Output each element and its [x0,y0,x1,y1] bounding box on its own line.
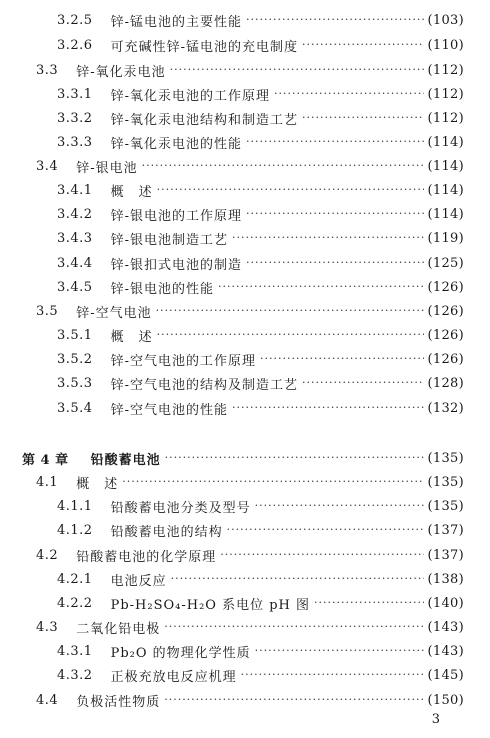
entry-page: (135) [427,498,464,514]
toc-entry [0,470,490,494]
entry-page: (137) [427,547,464,563]
entry-number: 3.5.1 [57,327,93,343]
entry-page: (140) [427,595,464,611]
toc-entry [0,130,490,154]
dot-leader [165,446,424,470]
entry-page: (138) [427,571,464,587]
entry-title: 概 述 [110,184,153,200]
toc-entry [0,591,490,615]
toc-entry [0,202,490,226]
entry-page: (112) [427,110,464,126]
entry-number: 4.2.1 [57,571,93,587]
toc-entry [0,371,490,395]
entry-number: 3.3.3 [57,134,93,150]
dot-leader [302,371,424,395]
toc-entry [0,58,490,82]
entry-number: 3.5.3 [57,375,93,391]
entry-number: 3.5.4 [57,400,93,416]
entry-page: (126) [427,351,464,367]
dot-leader [227,518,424,542]
toc-entry [0,226,490,250]
entry-page: (112) [427,62,464,78]
toc-entry [0,688,490,712]
dot-leader [246,130,424,154]
entry-title: 锌-银电池的工作原理 [110,208,242,224]
toc-entry [0,275,490,299]
entry-page: (143) [427,619,464,635]
toc-entry [0,178,490,202]
toc-entry [0,396,490,420]
chapter-title: 铅酸蓄电池 [90,452,161,468]
entry-title: 锌-氧化汞电池 [76,64,166,80]
entry-number: 3.5 [36,303,59,319]
dot-leader [302,106,424,130]
entry-page: (110) [427,37,464,53]
entry-number: 3.4.4 [57,255,93,271]
entry-number: 3.4.3 [57,230,93,246]
toc-entry [0,543,490,567]
entry-page: (128) [427,375,464,391]
dot-leader [218,275,424,299]
entry-title: 铅酸蓄电池的化学原理 [76,549,217,565]
entry-title: 可充碱性锌-锰电池的充电制度 [110,39,298,55]
dot-leader [274,82,424,106]
entry-page: (112) [427,86,464,102]
page-number: 3 [431,712,440,727]
dot-leader [170,58,424,82]
dot-leader [314,591,424,615]
entry-title: 正极充放电反应机理 [110,669,237,685]
entry-number: 3.3.2 [57,110,93,126]
entry-page: (114) [427,182,464,198]
toc-entry [0,82,490,106]
dot-leader [246,251,424,275]
entry-page: (145) [427,667,464,683]
entry-number: 3.4.2 [57,206,93,222]
dot-leader [246,8,424,32]
dot-leader [171,567,424,591]
toc-entry [0,323,490,347]
entry-number: 4.1 [36,474,59,490]
entry-page: (137) [427,522,464,538]
entry-title: 锌-银扣式电池的制造 [110,257,242,273]
dot-leader [255,639,424,663]
toc-entry [0,347,490,371]
entry-number: 4.3.1 [57,643,93,659]
dot-leader [164,615,423,639]
entry-page: (125) [427,255,464,271]
toc-entry [0,8,490,32]
dot-leader [255,494,424,518]
dot-leader [246,202,424,226]
entry-number: 3.4.5 [57,279,93,295]
entry-number: 3.4.1 [57,182,93,198]
entry-page: (135) [427,450,464,466]
entry-number: 4.3 [36,619,59,635]
entry-title: 锌-空气电池的结构及制造工艺 [110,377,298,393]
toc-entry [0,567,490,591]
entry-title: 铅酸蓄电池的结构 [110,524,223,540]
entry-number: 4.2 [36,547,59,563]
entry-title: 锌-氧化汞电池的性能 [110,136,242,152]
entry-title: 概 述 [76,476,119,492]
dot-leader [302,33,424,57]
entry-number: 4.1.2 [57,522,93,538]
entry-page: (135) [427,474,464,490]
toc-entry [0,518,490,542]
dot-leader [241,663,424,687]
entry-title: 锌-银电池制造工艺 [110,232,228,248]
dot-leader [157,323,424,347]
dot-leader [220,543,423,567]
dot-leader [156,299,424,323]
entry-title: 锌-锰电池的主要性能 [110,14,242,30]
toc-entry [0,251,490,275]
toc-entry [0,639,490,663]
entry-number: 3.5.2 [57,351,93,367]
entry-number: 3.4 [36,158,59,174]
entry-page: (103) [427,12,464,28]
entry-title: Pb-H₂SO₄-H₂O 系电位 pH 图 [110,597,311,613]
entry-page: (119) [427,230,464,246]
toc-entry [0,494,490,518]
toc-entry [0,33,490,57]
entry-page: (114) [427,206,464,222]
dot-leader [232,396,424,420]
entry-title: 锌-银电池的性能 [110,281,214,297]
chapter-heading [0,446,490,470]
entry-title: 锌-银电池 [76,160,138,176]
entry-title: 负极活性物质 [76,694,161,710]
entry-number: 4.2.2 [57,595,93,611]
entry-page: (132) [427,400,464,416]
dot-leader [164,688,423,712]
entry-page: (143) [427,643,464,659]
entry-number: 4.3.2 [57,667,93,683]
entry-title: 锌-空气电池的性能 [110,402,228,418]
dot-leader [232,226,424,250]
entry-page: (126) [427,279,464,295]
entry-number: 4.4 [36,692,59,708]
entry-title: 锌-空气电池的工作原理 [110,353,256,369]
entry-title: 二氧化铅电极 [76,621,161,637]
entry-title: 概 述 [110,329,153,345]
dot-leader [142,154,424,178]
entry-page: (114) [427,158,464,174]
entry-title: 铅酸蓄电池分类及型号 [110,500,251,516]
chapter-number: 第 4 章 [22,452,69,468]
dot-leader [260,347,424,371]
entry-number: 4.1.1 [57,498,93,514]
dot-leader [122,470,423,494]
toc-entry [0,615,490,639]
entry-page: (126) [427,327,464,343]
entry-page: (126) [427,303,464,319]
entry-page: (114) [427,134,464,150]
entry-number: 3.3 [36,62,59,78]
entry-number: 3.2.6 [57,37,93,53]
toc-entry [0,663,490,687]
entry-title: 锌-氧化汞电池的工作原理 [110,88,270,104]
entry-title: 锌-空气电池 [76,305,152,321]
entry-number: 3.3.1 [57,86,93,102]
entry-title: 电池反应 [110,573,167,589]
toc-entry [0,154,490,178]
entry-title: 锌-氧化汞电池结构和制造工艺 [110,112,298,128]
toc-entry [0,299,490,323]
dot-leader [157,178,424,202]
entry-number: 3.2.5 [57,12,93,28]
entry-title: Pb₂O 的物理化学性质 [110,645,251,661]
entry-page: (150) [427,692,464,708]
toc-entry [0,106,490,130]
